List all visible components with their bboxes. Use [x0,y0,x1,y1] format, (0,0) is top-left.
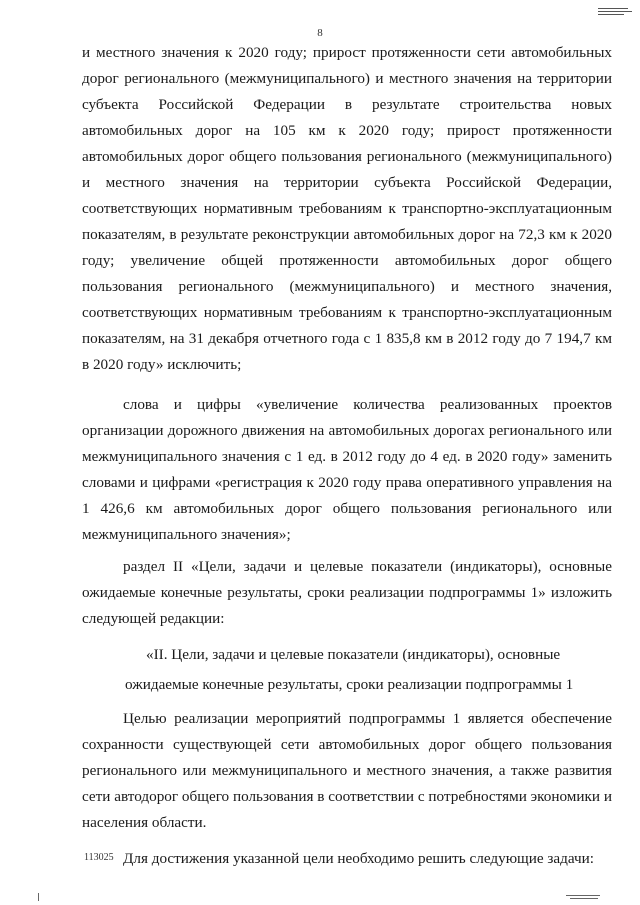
paragraph-replacement: слова и цифры «увеличение количества реализованных проектов организации дорожного движения на автомобильных дорогах регионального или межмуниципального значения с 1 ед. в 2012 году до 4 ед. в 2020 году» заменить словами и цифрами «регистрация к 2020 году права оперативного управления на 1 426,6 км автомобильных дорог общего пользования регионального или межмуниципального значения»; [82,396,612,543]
paragraph-continuation: и местного значения к 2020 году; прирост протяженности сети автомобильных дорог регионального (межмуниципального) и местного значения на территории субъекта Российской Федерации в результате строительства новых автомобильных дорог на 105 км к 2020 году; прирост протяженности автомобильных дорог общего пользования регионального (межмуниципального) и местного значения на территории субъекта Российской Федерации, соответствующих нормативным требованиям к транспортно-эксплуатационным показателям, в результате реконструкции автомобильных дорог на 72,3 км к 2020 году; увеличение общей протяженности автомобильных дорог общего пользования регионального (межмуниципального) и местного значения, соответствующих нормативным требованиям к транспортно-эксплуатационным показателям, на 31 декабря отчетного года с 1 835,8 км в 2012 году до 7 194,7 км в 2020 году» исключить; [82,44,612,373]
scan-edge-mark-right-2 [570,898,598,899]
scan-edge-mark-left [38,893,39,901]
section-heading-line-2: ожидаемые конечные результаты, сроки реализации подпрограммы 1 [125,676,574,693]
paragraph-section-amendment: раздел II «Цели, задачи и целевые показатели (индикаторы), основные ожидаемые конечные результаты, сроки реализации подпрограммы 1» изложить следующей редакции: [82,558,612,627]
scan-edge-mark-right [566,895,600,896]
section-heading-line-1: «II. Цели, задачи и целевые показатели (индикаторы), основные [146,646,561,663]
document-code: 113025 [84,852,114,863]
section-heading [82,642,612,698]
scan-corner-mark [598,4,632,18]
paragraph-goal: Целью реализации мероприятий подпрограммы 1 является обеспечение сохранности существующей сети автомобильных дорог общего пользования регионального или межмуниципального и местного значения, а также развития сети автодорог общего пользования в соответствии с потребностями экономики и населения области. [82,710,612,831]
page-number: 8 [317,27,323,39]
document-body [82,40,612,872]
paragraph-tasks-intro: Для достижения указанной цели необходимо решить следующие задачи: [123,850,594,867]
